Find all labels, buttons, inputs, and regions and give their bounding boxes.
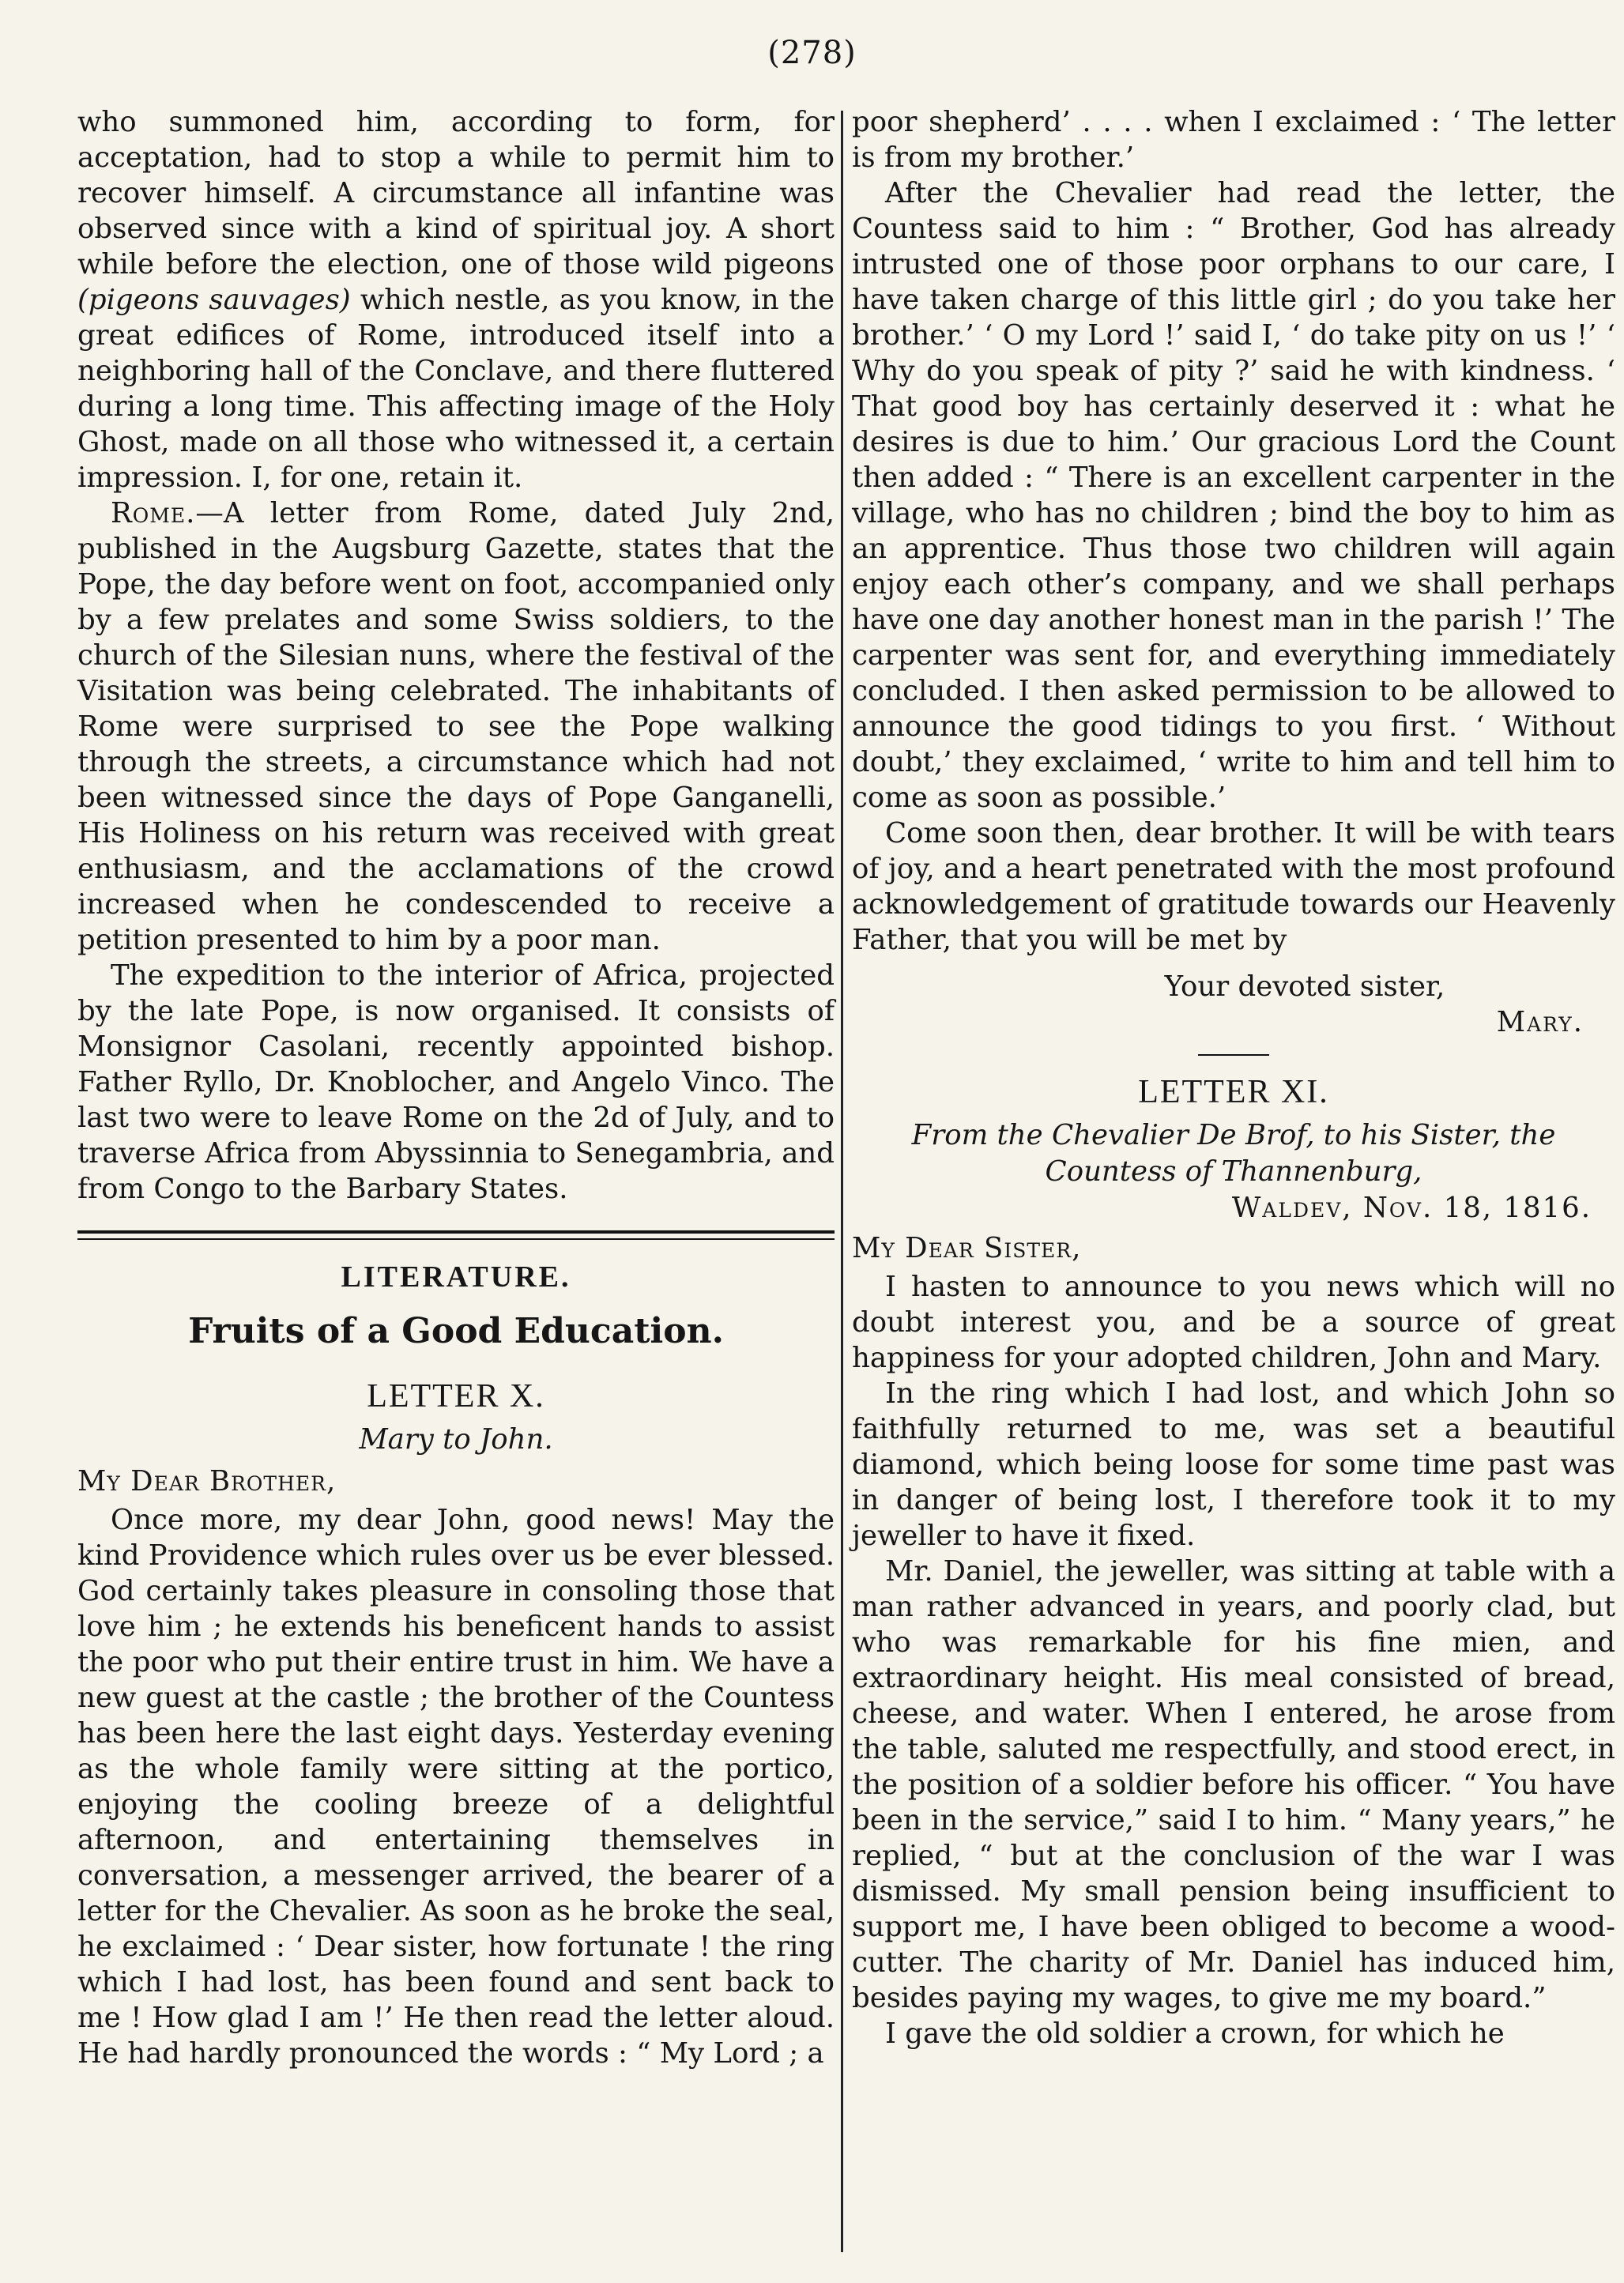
article-title: Fruits of a Good Education.: [188, 1311, 724, 1351]
letter-xi-para-3: Mr. Daniel, the jeweller, was sitting at table with a man rather advanced in years, and poorly clad, but who was remarkable for his fine mien, and extraordinary height. His meal consisted of bread, cheese, and water. When I entered, he arose from the table, saluted me respectfully, and stood erect, in the position of a soldier before his officer. “ You have been in the service,” said I to him. “ Many years,” he replied, “ but at the conclusion of the war I was dismissed. My small pension being insufficient to support me, I have been obliged to become a wood-cutter. The charity of Mr. Daniel has induced him, besides paying my wages, to give me my board.”: [852, 1555, 1615, 2014]
rome-paragraph: [77, 495, 835, 958]
letter-xi-para-4: I gave the old soldier a crown, for which he: [885, 2017, 1505, 2050]
pigeons-italic: (pigeons sauvages): [77, 284, 351, 316]
africa-paragraph: The expedition to the interior of Africa, projected by the late Pope, is now organised. It consists of Monsignor Casolani, recently appointed bishop. Father Ryllo, Dr. Knoblocher, and Angelo Vinco. The last two were to leave Rome on the 2d of July, and to traverse Africa from Abyssinnia to Senegambria, and from Congo to the Barbary States.: [77, 959, 835, 1205]
section-heading: LITERATURE.: [341, 1260, 571, 1294]
letter-xi-heading: LETTER XI.: [1138, 1074, 1329, 1110]
letter-x-para-3: Come soon then, dear brother. It will be with tears of joy, and a heart penetrated with the most profound acknowledgement of gratitude towards our Heavenly Father, that you will be met by: [852, 817, 1615, 956]
letter-x-closing: Your devoted sister,: [1164, 970, 1445, 1003]
letter-x-heading: LETTER X.: [367, 1378, 545, 1415]
column-divider: [841, 111, 843, 2252]
letter-x-para-2: After the Chevalier had read the letter, the Countess said to him : “ Brother, God has already intrusted one of those poor orphans to our care, I have taken charge of this little girl ; do you take her brother.’ ‘ O my Lord !’ said I, ‘ do take pity on us !’ ‘ Why do you speak of pity ?’ said he with kindness. ‘ That good boy has certainly deserved it : what he desires is due to him.’ Our gracious Lord the Count then added : “ There is an excellent carpenter in the village, who has no children ; bind the boy to him as an apprentice. Thus those two children will again enjoy each other’s company, and we shall perhaps have one day another honest man in the parish !’ The carpenter was sent for, and everything immediately concluded. I then asked permission to be allowed to announce the good tidings to you first. ‘ Without doubt,’ they exclaimed, ‘ write to him and tell him to come as soon as possible.’: [852, 177, 1615, 814]
letter-separator-rule: [1198, 1054, 1269, 1056]
letter-xi-para-1: I hasten to announce to you news which will no doubt interest you, and be a source of great happiness for your adopted children, John and Mary.: [852, 1271, 1615, 1374]
letter-x-continuation: poor shepherd’ . . . . when I exclaimed : ‘ The letter is from my brother.’: [852, 106, 1615, 174]
rome-label: Rome.: [111, 497, 196, 529]
letter-x-subtitle: Mary to John.: [359, 1423, 553, 1456]
section-rule: [77, 1230, 835, 1240]
letter-xi-from-line-1: From the Chevalier De Brof, to his Sister, the: [911, 1119, 1556, 1151]
page-number: (278): [767, 35, 857, 71]
letter-xi-para-2: In the ring which I had lost, and which John so faithfully returned to me, was set a beautiful diamond, which being loose for some time past was in danger of being lost, I therefore took it to my jeweller to have it fixed.: [852, 1377, 1615, 1552]
conclave-text: who summoned him, according to form, for acceptation, had to stop a while to permit him to recover himself. A circumstance all infantine was observed since with a kind of spiritual joy. A short while before the election, one of those wild pigeons: [77, 106, 835, 281]
right-column: [852, 104, 1615, 2051]
conclave-paragraph: [77, 104, 835, 495]
conclave-text-2: which nestle, as you know, in the great edifices of Rome, introduced itself into a neighboring hall of the Conclave, and there fluttered during a long time. This affecting image of the Holy Ghost, made on all those who witnessed it, a certain impression. I, for one, retain it.: [77, 284, 835, 494]
letter-xi-dateline: Waldev, Nov. 18, 1816.: [1231, 1192, 1592, 1224]
rome-text: —A letter from Rome, dated July 2nd, published in the Augsburg Gazette, states that the Pope, the day before went on foot, accompanied only by a few prelates and some Swiss soldiers, to the church of the Silesian nuns, where the festival of the Visitation was being celebrated. The inhabitants of Rome were surprised to see the Pope walking through the streets, a circumstance which had not been witnessed since the days of Pope Ganganelli, His Holiness on his return was received with great enthusiasm, and the acclamations of the crowd increased when he condescended to receive a petition presented to him by a poor man.: [77, 497, 835, 956]
letter-xi-salutation: My Dear Sister,: [852, 1232, 1082, 1264]
letter-x-salutation: My Dear Brother,: [77, 1465, 337, 1498]
letter-x-signature: Mary.: [1496, 1006, 1584, 1038]
left-column: [77, 104, 835, 2071]
letter-x-body: Once more, my dear John, good news! May the kind Providence which rules over us be ever blessed. God certainly takes pleasure in consoling those that love him ; he extends his beneficent hands to assist the poor who put their entire trust in him. We have a new guest at the castle ; the brother of the Countess has been here the last eight days. Yesterday evening as the whole family were sitting at the portico, enjoying the cooling breeze of a delightful afternoon, and entertaining themselves in conversation, a messenger arrived, the bearer of a letter for the Chevalier. As soon as he broke the seal, he exclaimed : ‘ Dear sister, how fortunate ! the ring which I had lost, has been found and sent back to me ! How glad I am !’ He then read the letter aloud. He had hardly pronounced the words : “ My Lord ; a: [77, 1504, 835, 2070]
letter-xi-from-line-2: Countess of Thannenburg,: [1045, 1155, 1422, 1188]
